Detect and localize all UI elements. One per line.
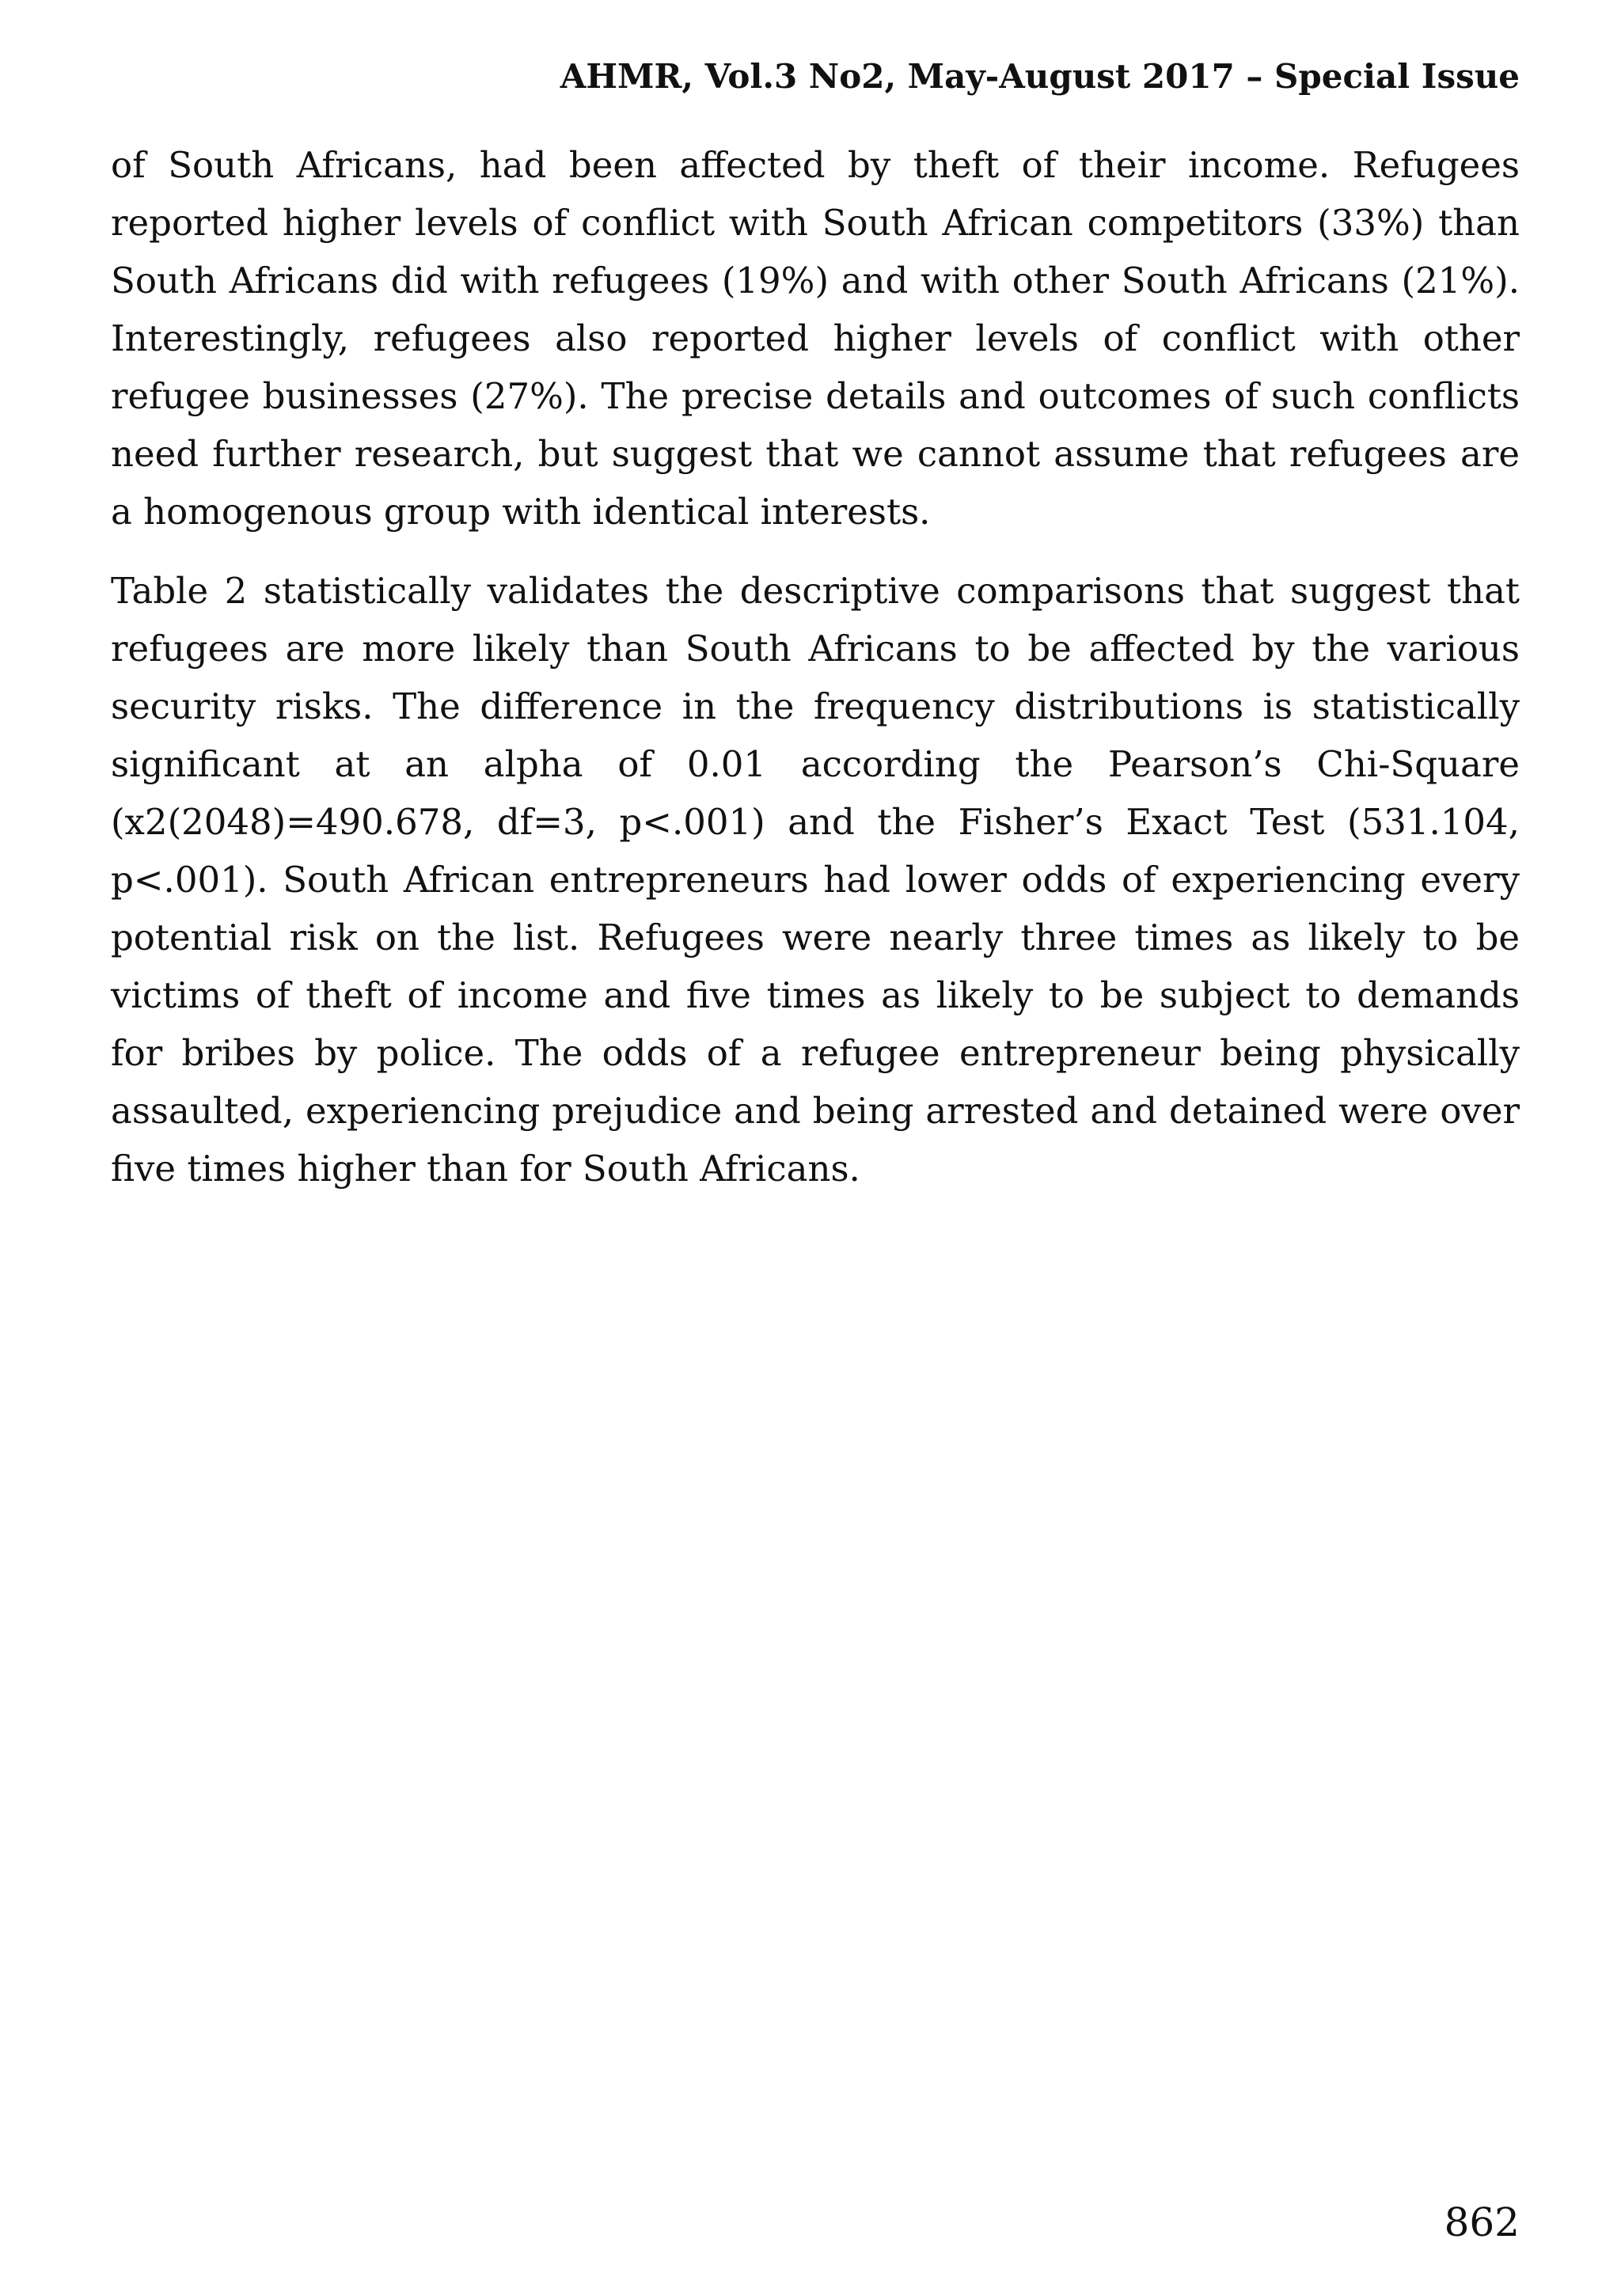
running-header: AHMR, Vol.3 No2, May-August 2017 – Special Issue <box>560 57 1520 96</box>
page-number: 862 <box>1444 2199 1520 2245</box>
body-paragraph-2: Table 2 statistically validates the descriptive comparisons that suggest that refugees are more likely than South Africans to be affected by the various security risks. The difference in the frequency distributions is statistically significant at an alpha of 0.01 according the Pearson’s Chi-Square (x2(2048)=490.678, df=3, p<.001) and the Fisher’s Exact Test (531.104, p<.001). South African entrepreneurs had lower odds of experiencing every potential risk on the list. Refugees were nearly three times as likely to be victims of theft of income and five times as likely to be subject to demands for bribes by police. The odds of a refugee entrepreneur being physically assaulted, experiencing prejudice and being arrested and detained were over five times higher than for South Africans. <box>111 570 1520 1190</box>
body-paragraph-1: of South Africans, had been affected by theft of their income. Refugees reported higher levels of conflict with South African competitors (33%) than South Africans did with refugees (19%) and with other South Africans (21%). Interestingly, refugees also reported higher levels of conflict with other refugee businesses (27%). The precise details and outcomes of such conflicts need further research, but suggest that we cannot assume that refugees are a homogenous group with identical interests. <box>111 144 1520 533</box>
